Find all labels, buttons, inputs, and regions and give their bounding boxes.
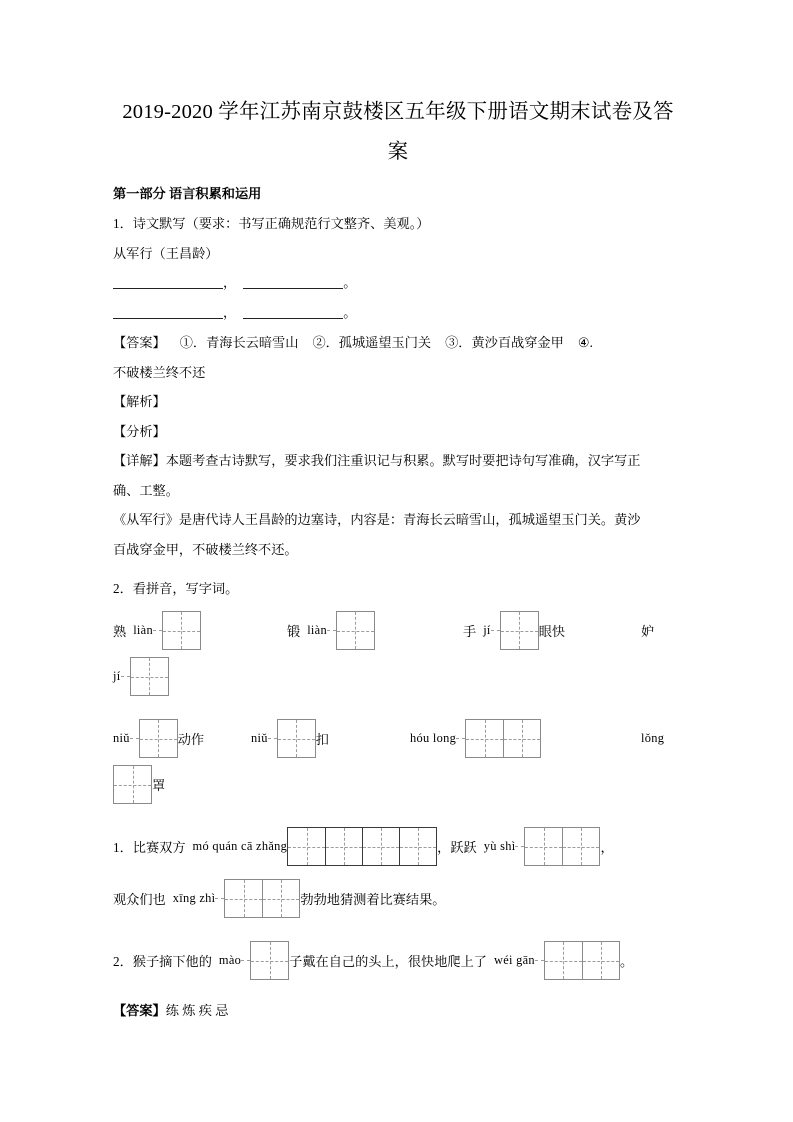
sentence-1-part-a bbox=[113, 824, 614, 870]
pinyin-text: yù shì bbox=[483, 839, 516, 853]
sentence-tail: 勃勃地猜测着比赛结果。 bbox=[300, 892, 446, 907]
grid-cell[interactable] bbox=[503, 720, 540, 757]
pinyin-item-ji bbox=[113, 654, 169, 700]
answer-item-1: ①．青海长云暗雪山 bbox=[179, 335, 299, 350]
hanzi-suffix: 眼快 bbox=[538, 624, 566, 639]
grid-cell[interactable] bbox=[399, 828, 436, 865]
section-heading: 第一部分 语言积累和运用 bbox=[113, 186, 262, 201]
dash-tick-left bbox=[491, 630, 500, 631]
sentence-lead: 比赛双方 bbox=[132, 840, 186, 855]
character-grid-box[interactable] bbox=[250, 941, 289, 980]
sentence-1-part-b bbox=[113, 876, 445, 922]
grid-cell[interactable] bbox=[278, 720, 315, 757]
blank-comma-1: ， bbox=[223, 275, 237, 290]
pinyin-item-shoujiyankuai bbox=[463, 608, 565, 654]
sentence-exercise-1-line-2 bbox=[113, 876, 683, 922]
sentence-exercise-2 bbox=[113, 938, 683, 984]
dash-tick-left bbox=[215, 898, 224, 899]
answer-values: 练 炼 疾 忌 bbox=[165, 1002, 229, 1018]
blank-underline[interactable] bbox=[243, 305, 343, 319]
pinyin-item-long bbox=[641, 716, 664, 762]
sentence-mid: 子戴在自己的头上，很快地爬上了 bbox=[289, 954, 487, 969]
grid-cell[interactable] bbox=[362, 828, 399, 865]
character-grid-box[interactable] bbox=[139, 719, 178, 758]
character-grid-box[interactable] bbox=[113, 765, 152, 804]
pinyin-text: xīng zhì bbox=[172, 891, 216, 905]
pinyin-text: mó quán cā zhǎng bbox=[192, 839, 288, 853]
blank-underline[interactable] bbox=[113, 305, 223, 319]
grid-cell[interactable] bbox=[288, 828, 325, 865]
pinyin-item-shulian bbox=[113, 608, 201, 654]
grid-cell[interactable] bbox=[545, 942, 582, 979]
grid-cell[interactable] bbox=[501, 612, 538, 649]
character-grid-box[interactable] bbox=[465, 719, 541, 758]
dash-tick-left bbox=[121, 676, 130, 677]
pinyin-text: wéi gān bbox=[493, 953, 535, 967]
pinyin-item-niudongzuo bbox=[113, 716, 204, 762]
pinyin-text: jí bbox=[113, 669, 121, 683]
grid-cell[interactable] bbox=[225, 880, 262, 917]
grid-cell[interactable] bbox=[582, 942, 619, 979]
question-2-answer-row bbox=[113, 996, 683, 1026]
spacer bbox=[113, 922, 683, 938]
sentence-lead: 猴子摘下他的 bbox=[132, 954, 212, 969]
question-2-prompt: 2．看拼音，写字词。 bbox=[113, 581, 239, 596]
character-grid-box[interactable] bbox=[224, 879, 300, 918]
analysis-label: 【解析】 bbox=[113, 394, 166, 409]
pinyin-text: liàn bbox=[133, 623, 153, 637]
answer-label: 【答案】 bbox=[113, 335, 166, 350]
dash-tick-left bbox=[535, 960, 544, 961]
sentence-period: 。 bbox=[619, 954, 634, 969]
blank-comma-2: ， bbox=[223, 305, 237, 320]
grid-cell[interactable] bbox=[562, 828, 599, 865]
item-number: 2． bbox=[113, 954, 133, 969]
poem-note-line-1: 《从军行》是唐代诗人王昌龄的边塞诗，内容是：青海长云暗雪山，孤城遥望玉门关。黄沙 bbox=[113, 512, 641, 527]
hanzi-suffix: 罩 bbox=[152, 778, 166, 793]
pinyin-exercise-row-1 bbox=[113, 608, 683, 654]
pinyin-text: niǔ bbox=[251, 731, 268, 745]
grid-cell[interactable] bbox=[466, 720, 503, 757]
fill-blank-line-1 bbox=[113, 268, 683, 298]
dash-tick-left bbox=[515, 846, 524, 847]
grid-cell[interactable] bbox=[251, 942, 288, 979]
pinyin-text: liàn bbox=[307, 623, 327, 637]
pinyin-item-niukou bbox=[251, 716, 329, 762]
pinyin-exercise-row-3 bbox=[113, 716, 683, 762]
character-grid-box[interactable] bbox=[524, 827, 600, 866]
blank-period-2: 。 bbox=[343, 305, 357, 320]
question-1-poem-title: 从军行（王昌龄） bbox=[113, 245, 219, 261]
sentence-exercise-1 bbox=[113, 824, 683, 870]
hanzi-prefix: 手 bbox=[463, 624, 477, 639]
dash-tick-left bbox=[327, 630, 336, 631]
pinyin-text: lǒng bbox=[641, 731, 665, 745]
pinyin-text: niǔ bbox=[113, 731, 130, 745]
spacer bbox=[113, 700, 683, 716]
spacer bbox=[113, 808, 683, 824]
grid-cell[interactable] bbox=[525, 828, 562, 865]
pinyin-text: hóu long bbox=[410, 731, 457, 745]
character-grid-box[interactable] bbox=[287, 827, 437, 866]
blank-underline[interactable] bbox=[243, 275, 343, 289]
breakdown-label: 【分析】 bbox=[113, 423, 166, 439]
sentence-mid: 跃跃 bbox=[450, 840, 477, 855]
character-grid-box[interactable] bbox=[336, 611, 375, 650]
poem-note-line-2: 百战穿金甲，不破楼兰终不还。 bbox=[113, 541, 298, 557]
pinyin-text: mào bbox=[218, 953, 242, 967]
grid-cell[interactable] bbox=[262, 880, 299, 917]
pinyin-exercise-row-4 bbox=[113, 762, 683, 808]
character-grid-box[interactable] bbox=[500, 611, 539, 650]
dash-tick-left bbox=[130, 738, 139, 739]
pinyin-text: jí bbox=[483, 623, 491, 637]
detailed-explanation-line-1: 【详解】本题考查古诗默写，要求我们注重识记与积累。默写时要把诗句写准确，汉字写正 bbox=[113, 453, 641, 468]
answer-label: 【答案】 bbox=[113, 1002, 166, 1018]
hanzi-suffix: 动作 bbox=[177, 732, 205, 747]
character-grid-box[interactable] bbox=[277, 719, 316, 758]
hanzi-prefix: 熟 bbox=[113, 624, 127, 639]
grid-cell[interactable] bbox=[163, 612, 200, 649]
pinyin-item-houlong bbox=[410, 716, 541, 762]
hanzi-suffix: 妒 bbox=[641, 624, 655, 639]
blank-period-1: 。 bbox=[343, 275, 357, 290]
comma-b: ， bbox=[600, 840, 614, 855]
comma-a: ， bbox=[437, 840, 451, 855]
sentence-lead-2: 观众们也 bbox=[113, 892, 166, 907]
sentence-2-part-a bbox=[113, 938, 633, 984]
fill-blank-line-2 bbox=[113, 298, 683, 328]
pinyin-item-duanlian bbox=[287, 608, 375, 654]
item-number: 1． bbox=[113, 840, 133, 855]
dash-tick-left bbox=[268, 738, 277, 739]
grid-cell[interactable] bbox=[325, 828, 362, 865]
pinyin-exercise-row-2 bbox=[113, 654, 683, 700]
grid-cell[interactable] bbox=[114, 766, 151, 803]
question-1-answer-row bbox=[113, 328, 683, 358]
dash-tick-left bbox=[153, 630, 162, 631]
grid-cell[interactable] bbox=[337, 612, 374, 649]
page-title: 2019-2020 学年江苏南京鼓楼区五年级下册语文期末试卷及答案 bbox=[122, 101, 674, 163]
document-content bbox=[113, 92, 683, 1025]
question-1-answer-continuation: 不破楼兰终不还 bbox=[113, 364, 206, 380]
grid-cell[interactable] bbox=[131, 658, 168, 695]
dash-tick-left bbox=[456, 738, 465, 739]
dash-tick-left bbox=[241, 960, 250, 961]
question-1-prompt: 1．诗文默写（要求：书写正确规范行文整齐、美观。） bbox=[113, 216, 430, 231]
hanzi-prefix: 锻 bbox=[287, 624, 301, 639]
answer-item-4-marker: ④. bbox=[577, 335, 593, 350]
pinyin-item-zhao bbox=[113, 762, 165, 808]
answer-item-2: ②．孤城遥望玉门关 bbox=[312, 335, 432, 350]
grid-cell[interactable] bbox=[140, 720, 177, 757]
pinyin-item-du bbox=[641, 608, 654, 654]
character-grid-box[interactable] bbox=[130, 657, 169, 696]
character-grid-box[interactable] bbox=[544, 941, 620, 980]
answer-item-3: ③．黄沙百战穿金甲 bbox=[445, 335, 564, 350]
blank-underline[interactable] bbox=[113, 275, 223, 289]
detailed-explanation-line-2: 确、工整。 bbox=[113, 482, 179, 498]
hanzi-suffix: 扣 bbox=[315, 732, 329, 747]
character-grid-box[interactable] bbox=[162, 611, 201, 650]
